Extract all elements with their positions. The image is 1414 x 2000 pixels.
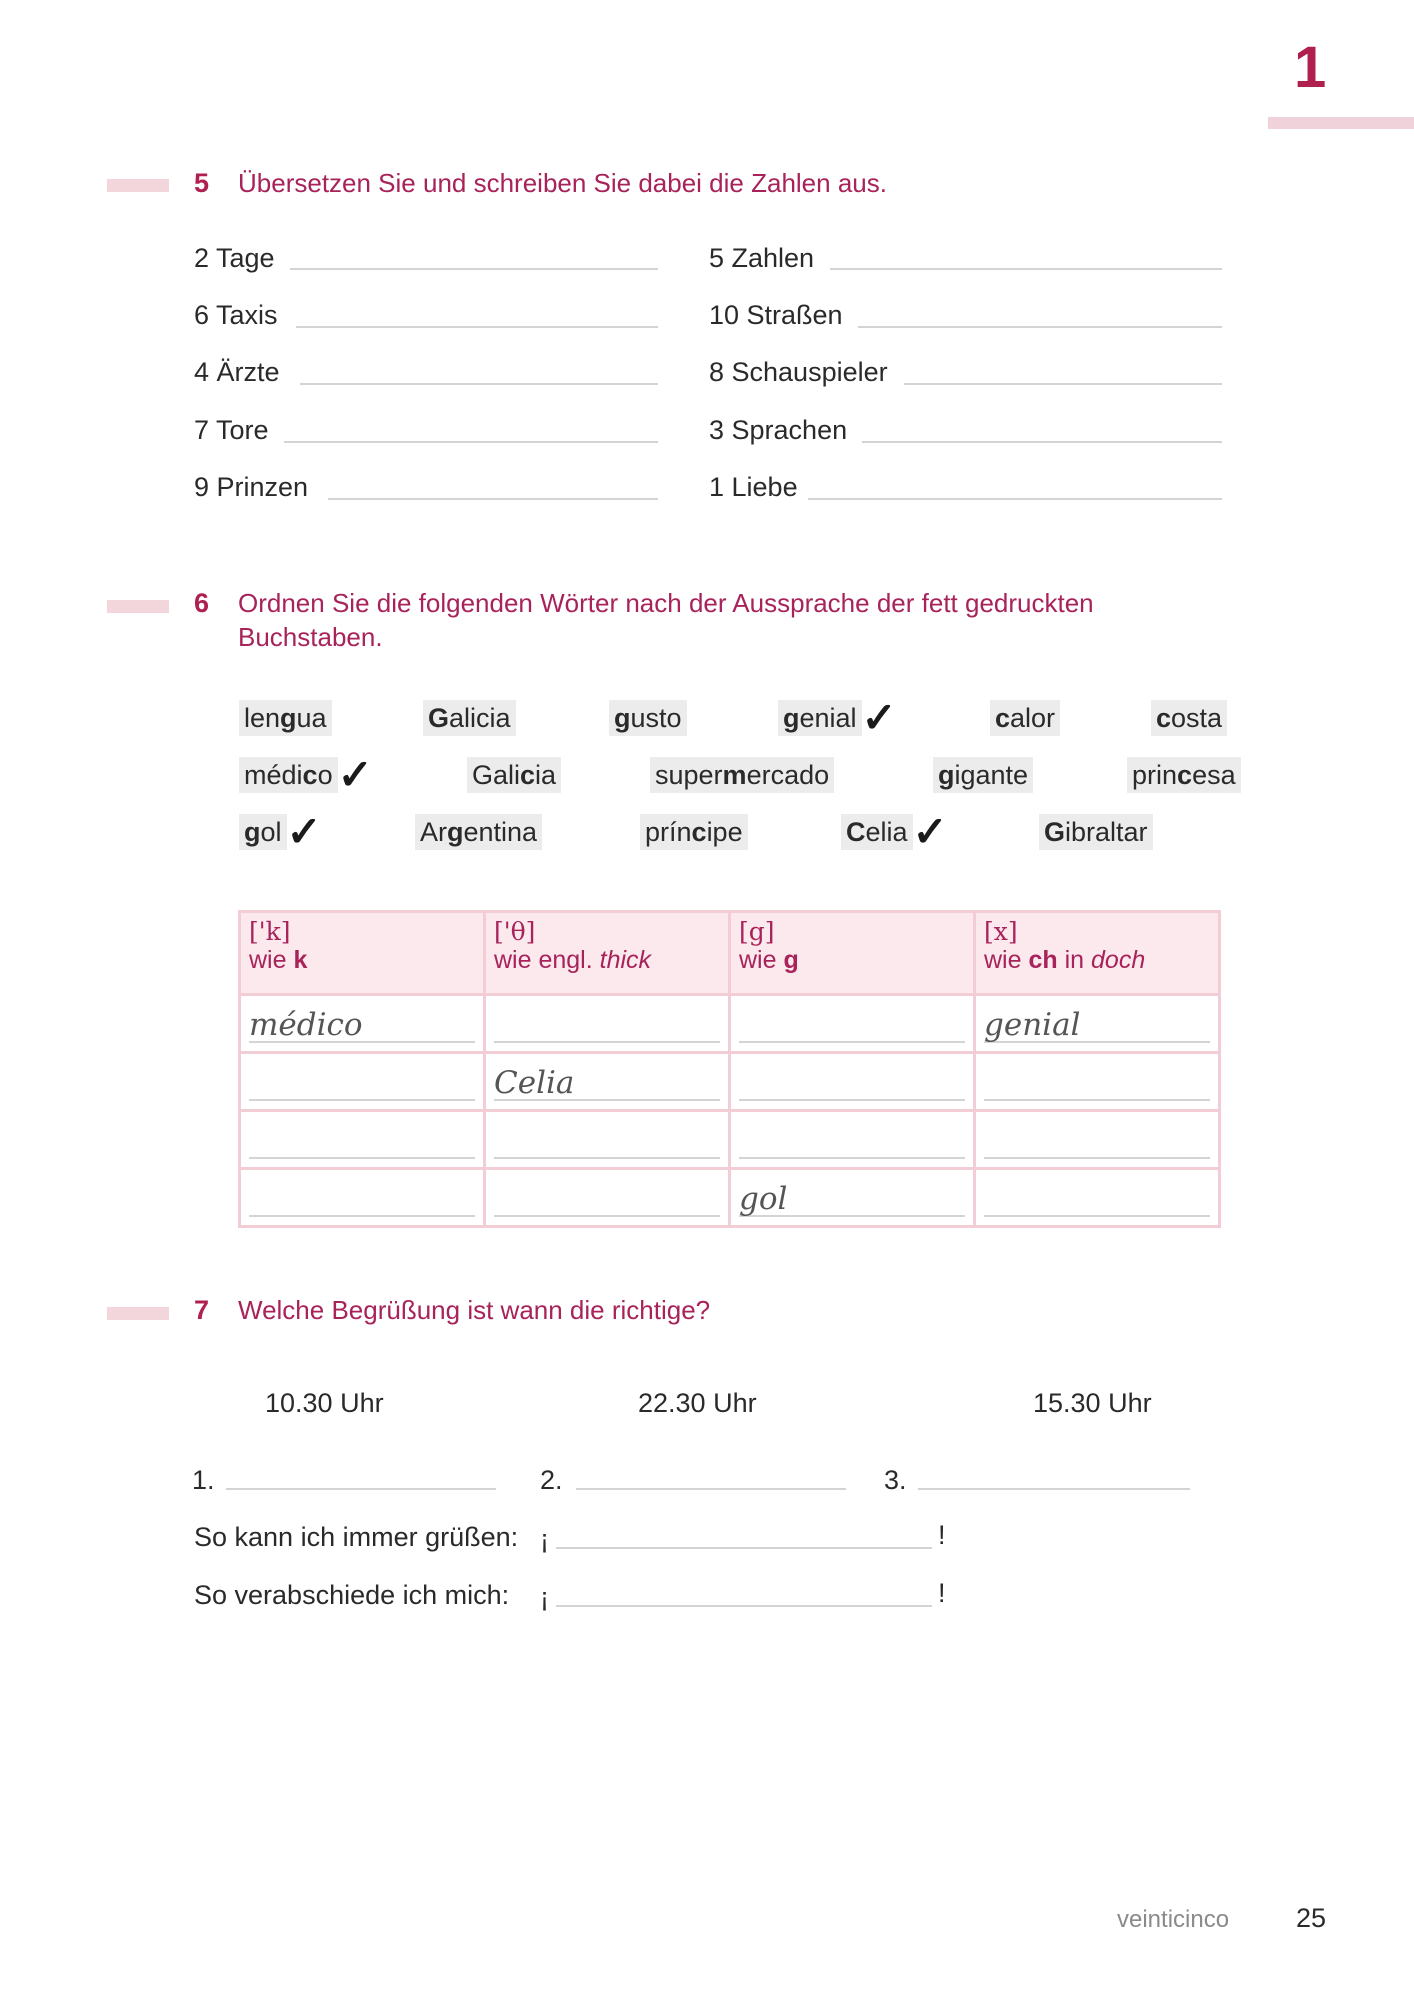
translate-item: 9 Prinzen xyxy=(194,472,309,502)
table-cell[interactable] xyxy=(730,1169,975,1227)
table-row xyxy=(240,1053,1220,1111)
ipa-symbol: ['k] xyxy=(249,917,291,946)
table-cell[interactable] xyxy=(975,1111,1220,1169)
check-mark-icon: ✓ xyxy=(337,751,373,798)
page-number: 25 xyxy=(1296,1903,1327,1933)
answer-line[interactable] xyxy=(284,441,658,443)
word-label: supermercado xyxy=(650,757,834,793)
ipa-symbol: [g] xyxy=(739,917,775,946)
word-chip xyxy=(415,814,542,850)
exercise-6-title-line2: Buchstaben. xyxy=(238,622,383,652)
inverted-exclamation: ¡ xyxy=(540,1582,549,1612)
word-chip xyxy=(1039,814,1153,850)
word-label: lengua xyxy=(239,700,332,736)
translate-item: 8 Schauspieler xyxy=(709,357,888,387)
check-mark-icon: ✓ xyxy=(286,808,322,855)
answer-line[interactable] xyxy=(858,326,1222,328)
answer-line[interactable] xyxy=(904,383,1222,385)
table-cell[interactable] xyxy=(240,1053,485,1111)
answer-line[interactable] xyxy=(862,441,1222,443)
word-chip xyxy=(933,757,1033,793)
word-chip xyxy=(239,751,373,798)
table-cell[interactable] xyxy=(975,1169,1220,1227)
column-hint: wie k xyxy=(249,946,308,974)
column-hint: wie ch in doch xyxy=(984,946,1146,974)
exercise-5-bar xyxy=(107,179,169,192)
word-chip xyxy=(1151,700,1227,736)
word-label: calor xyxy=(990,700,1060,736)
table-cell[interactable] xyxy=(730,1111,975,1169)
translate-item: 10 Straßen xyxy=(709,300,843,330)
table-row xyxy=(240,1111,1220,1169)
column-hint: wie engl. thick xyxy=(494,946,652,974)
answer-line[interactable] xyxy=(830,268,1222,270)
word-label: gusto xyxy=(609,700,687,736)
table-cell[interactable] xyxy=(240,995,485,1053)
exclamation: ! xyxy=(938,1578,946,1608)
ipa-symbol: [x] xyxy=(984,917,1018,946)
answer-line[interactable] xyxy=(226,1488,496,1490)
footer-page-word: veinticinco xyxy=(1117,1906,1230,1933)
word-chip xyxy=(1127,757,1241,793)
translate-item: 2 Tage xyxy=(194,243,275,273)
answer-line[interactable] xyxy=(328,498,658,500)
table-cell[interactable] xyxy=(485,1111,730,1169)
translate-item: 7 Tore xyxy=(194,415,269,445)
translate-item: 4 Ärzte xyxy=(194,357,280,387)
translate-item: 1 Liebe xyxy=(709,472,798,502)
table-cell[interactable] xyxy=(240,1169,485,1227)
table-row xyxy=(240,995,1220,1053)
chapter-number: 1 xyxy=(1294,35,1327,100)
translate-item: 5 Zahlen xyxy=(709,243,815,273)
word-chip xyxy=(609,700,687,736)
word-chip xyxy=(778,694,897,741)
inverted-exclamation: ¡ xyxy=(540,1524,549,1554)
answer-line[interactable] xyxy=(290,268,658,270)
answer-number: 2. xyxy=(540,1465,563,1495)
table-cell[interactable] xyxy=(975,1053,1220,1111)
column-header-x xyxy=(975,912,1220,995)
exercise-6-bar xyxy=(107,600,169,613)
column-header-g xyxy=(730,912,975,995)
ipa-symbol: ['θ] xyxy=(494,917,536,946)
exercise-7-number: 7 xyxy=(194,1295,210,1325)
exclamation: ! xyxy=(938,1520,946,1550)
check-mark-icon: ✓ xyxy=(861,694,897,741)
exercise-5-title: Übersetzen Sie und schreiben Sie dabei die Zahlen aus. xyxy=(238,168,887,198)
table-cell[interactable] xyxy=(485,1169,730,1227)
column-header-theta xyxy=(485,912,730,995)
translate-item: 3 Sprachen xyxy=(709,415,848,445)
word-chip xyxy=(650,757,834,793)
answer-line[interactable] xyxy=(556,1547,932,1549)
word-label: Galicia xyxy=(467,757,561,793)
word-chip xyxy=(423,700,516,736)
word-label: príncipe xyxy=(640,814,748,850)
exercise-7-bar xyxy=(107,1307,169,1320)
word-label: gol xyxy=(239,814,287,850)
word-label: Argentina xyxy=(415,814,542,850)
exercise-6-title-line1: Ordnen Sie die folgenden Wörter nach der Aussprache der fett gedruckten xyxy=(238,588,1094,618)
handwritten-answer: médico xyxy=(249,1007,363,1043)
word-chip xyxy=(990,700,1060,736)
answer-line[interactable] xyxy=(556,1605,932,1607)
column-hint: wie g xyxy=(739,946,799,974)
exercise-5-number: 5 xyxy=(194,168,210,198)
chapter-bar xyxy=(1268,117,1414,129)
word-label: Celia xyxy=(841,814,913,850)
table-cell[interactable] xyxy=(240,1111,485,1169)
word-chip xyxy=(239,808,322,855)
word-label: médico xyxy=(239,757,338,793)
word-label: princesa xyxy=(1127,757,1241,793)
table-cell[interactable] xyxy=(975,995,1220,1053)
handwritten-answer: Celia xyxy=(494,1065,575,1101)
translate-item: 6 Taxis xyxy=(194,300,278,330)
table-cell[interactable] xyxy=(730,1053,975,1111)
word-chip xyxy=(239,700,332,736)
word-label: Galicia xyxy=(423,700,516,736)
time-label: 10.30 Uhr xyxy=(265,1388,384,1418)
column-header-k xyxy=(240,912,485,995)
answer-line[interactable] xyxy=(808,498,1222,500)
greeting-label: So kann ich immer grüßen: xyxy=(194,1522,519,1552)
word-chip xyxy=(841,808,948,855)
word-label: gigante xyxy=(933,757,1033,793)
check-mark-icon: ✓ xyxy=(912,808,948,855)
answer-line[interactable] xyxy=(300,383,658,385)
table-cell[interactable] xyxy=(485,1053,730,1111)
word-label: Gibraltar xyxy=(1039,814,1153,850)
answer-number: 3. xyxy=(884,1465,907,1495)
word-label: genial xyxy=(778,700,862,736)
word-chip xyxy=(467,757,561,793)
time-label: 15.30 Uhr xyxy=(1033,1388,1152,1418)
table-cell[interactable] xyxy=(485,995,730,1053)
exercise-6-number: 6 xyxy=(194,588,210,618)
sound-table xyxy=(238,910,1221,1228)
handwritten-answer: gol xyxy=(739,1181,788,1217)
exercise-7-title: Welche Begrüßung ist wann die richtige? xyxy=(238,1295,711,1325)
word-chip xyxy=(640,814,748,850)
time-label: 22.30 Uhr xyxy=(638,1388,757,1418)
answer-line[interactable] xyxy=(296,326,658,328)
answer-number: 1. xyxy=(192,1465,215,1495)
word-label: costa xyxy=(1151,700,1227,736)
farewell-label: So verabschiede ich mich: xyxy=(194,1580,510,1610)
handwritten-answer: genial xyxy=(984,1007,1081,1043)
table-cell[interactable] xyxy=(730,995,975,1053)
answer-line[interactable] xyxy=(576,1488,846,1490)
answer-line[interactable] xyxy=(918,1488,1190,1490)
table-row xyxy=(240,1169,1220,1227)
